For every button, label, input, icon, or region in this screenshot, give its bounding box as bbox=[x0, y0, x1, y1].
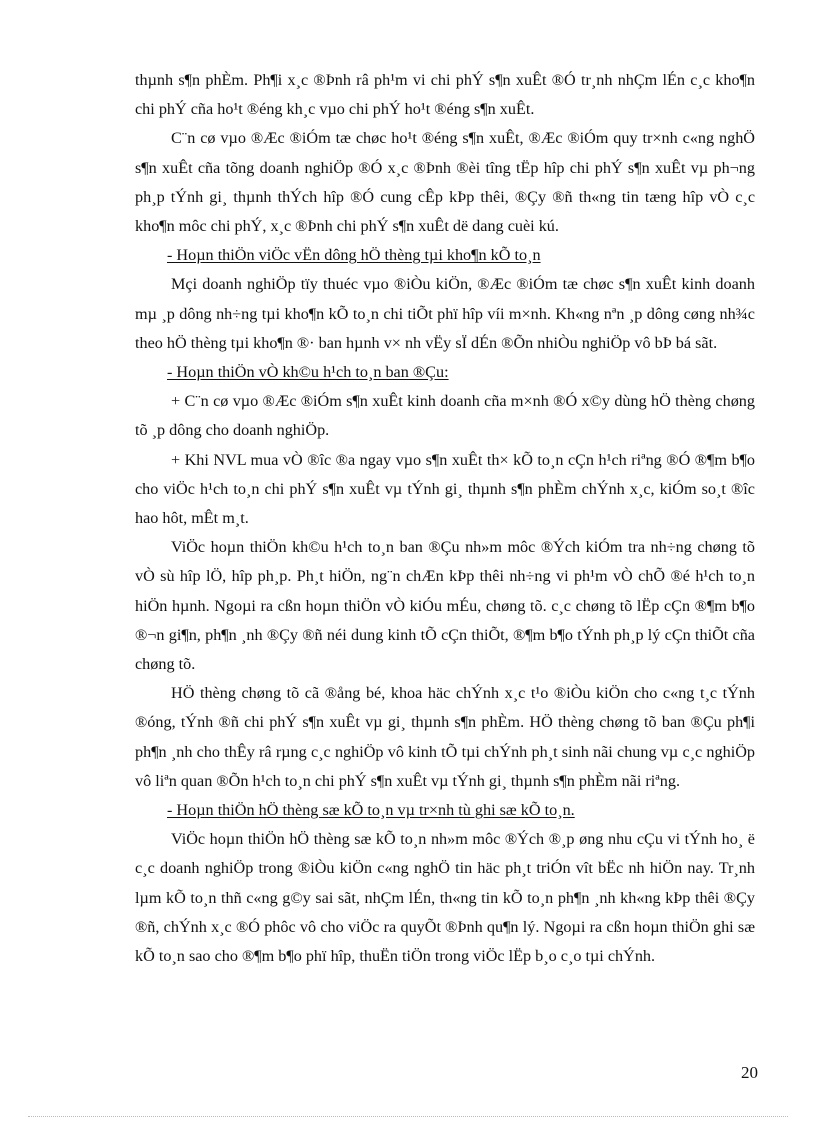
section-heading-3-text: - Hoµn thiÖn hÖ thèng sæ kÕ to¸n vµ tr×nh tù ghi sæ kÕ to¸n. bbox=[167, 801, 575, 820]
document-body bbox=[135, 66, 755, 971]
paragraph-2: C¨n cø vµo ®Æc ®iÓm tæ chøc ho¹t ®éng s¶n xuÊt, ®Æc ®iÓm quy tr×nh c«ng nghÖ s¶n xuÊt cña tõng doanh nghiÖp ®Ó x¸c ®Þnh ®èi tîng tËp hîp chi phÝ s¶n xuÊt vµ ph¬ng ph¸p tÝnh gi¸ thµnh thÝch hîp ®Ó cung cÊp kÞp thêi, ®Çy ®ñ th«ng tin tæng hîp vÒ c¸c kho¶n môc chi phÝ, x¸c ®Þnh chi phÝ s¶n xuÊt dë dang cuèi kú. bbox=[135, 129, 755, 236]
section-heading-1 bbox=[135, 241, 755, 270]
page-bottom-divider bbox=[28, 1116, 788, 1117]
section-heading-3 bbox=[135, 796, 755, 825]
paragraph-5: + Khi NVL mua vÒ ®îc ®a ngay vµo s¶n xuÊt th× kÕ to¸n cÇn h¹ch riªng ®Ó ®¶m b¶o cho viÖc h¹ch to¸n chi phÝ s¶n xuÊt vµ tÝnh gi¸ thµnh s¶n phÈm chÝnh x¸c, kiÓm so¸t ®îc hao hôt, mÊt m¸t. bbox=[135, 450, 755, 528]
paragraph-7: HÖ thèng chøng tõ cã ®ång bé, khoa häc chÝnh x¸c t¹o ®iÒu kiÖn cho c«ng t¸c tÝnh ®óng, tÝnh ®ñ chi phÝ s¶n xuÊt vµ gi¸ thµnh s¶n phÈm. HÖ thèng chøng tõ ban ®Çu ph¶i ph¶n ¸nh cho thÊy râ rµng c¸c nghiÖp vô kinh tÕ tµi chÝnh ph¸t sinh nãi chung vµ c¸c nghiÖp vô liªn quan ®Õn h¹ch to¸n chi phÝ s¶n xuÊt vµ tÝnh gi¸ thµnh s¶n phÈm nãi riªng. bbox=[135, 684, 755, 790]
paragraph-1: thµnh s¶n phÈm. Ph¶i x¸c ®Þnh râ ph¹m vi chi phÝ s¶n xuÊt ®Ó tr¸nh nhÇm lÉn c¸c kho¶n chi phÝ cña ho¹t ®éng kh¸c vµo chi phÝ ho¹t ®éng s¶n xuÊt. bbox=[135, 71, 755, 119]
paragraph-6: ViÖc hoµn thiÖn kh©u h¹ch to¸n ban ®Çu nh»m môc ®Ých kiÓm tra nh÷ng chøng tõ vÒ sù hîp lÖ, hîp ph¸p. Ph¸t hiÖn, ng¨n chÆn kÞp thêi nh÷ng vi ph¹m vÒ chÕ ®é h¹ch to¸n hiÖn hµnh. Ngoµi ra cßn hoµn thiÖn vÒ kiÓu mÉu, chøng tõ. c¸c chøng tõ lËp cÇn ®¶m b¶o ®¬n gi¶n, ph¶n ¸nh ®Çy ®ñ néi dung kinh tÕ cÇn thiÕt, ®¶m b¶o tÝnh ph¸p lý cÇn thiÕt cña chøng tõ. bbox=[135, 538, 755, 674]
paragraph-3: Mçi doanh nghiÖp tïy thuéc vµo ®iÒu kiÖn, ®Æc ®iÓm tæ chøc s¶n xuÊt kinh doanh mµ ¸p dông nh÷ng tµi kho¶n kÕ to¸n chi tiÕt phï hîp víi m×nh. Kh«ng nªn ¸p dông cøng nh¾c theo hÖ thèng tµi kho¶n ®· ban hµnh v× nh vËy sÏ dÉn ®Õn nhiÒu nghiÖp vô bÞ bá sãt. bbox=[135, 275, 755, 352]
section-heading-2 bbox=[135, 358, 755, 387]
section-heading-2-text: - Hoµn thiÖn vÒ kh©u h¹ch to¸n ban ®Çu: bbox=[167, 363, 449, 382]
paragraph-4: + C¨n cø vµo ®Æc ®iÓm s¶n xuÊt kinh doanh cña m×nh ®Ó x©y dùng hÖ thèng chøng tõ ¸p dông cho doanh nghiÖp. bbox=[135, 392, 755, 440]
paragraph-8: ViÖc hoµn thiÖn hÖ thèng sæ kÕ to¸n nh»m môc ®Ých ®¸p øng nhu cÇu vi tÝnh ho¸ ë c¸c doanh nghiÖp trong ®iÒu kiÖn c«ng nghÖ tin häc ph¸t triÓn vît bËc nh hiÖn nay. Tr¸nh lµm kÕ to¸n thñ c«ng g©y sai sãt, nhÇm lÉn, th«ng tin kÕ to¸n ph¶n ¸nh kh«ng kÞp thêi ®Çy ®ñ, chÝnh x¸c ®Ó phôc vô cho viÖc ra quyÕt ®Þnh qu¶n lý. Ngoµi ra cßn hoµn thiÖn ghi sæ kÕ to¸n sao cho ®¶m b¶o phï hîp, thuËn tiÖn trong viÖc lËp b¸o c¸o tµi chÝnh. bbox=[135, 830, 755, 966]
section-heading-1-text: - Hoµn thiÖn viÖc vËn dông hÖ thèng tµi kho¶n kÕ to¸n bbox=[167, 246, 541, 265]
page-number: 20 bbox=[741, 1063, 758, 1082]
